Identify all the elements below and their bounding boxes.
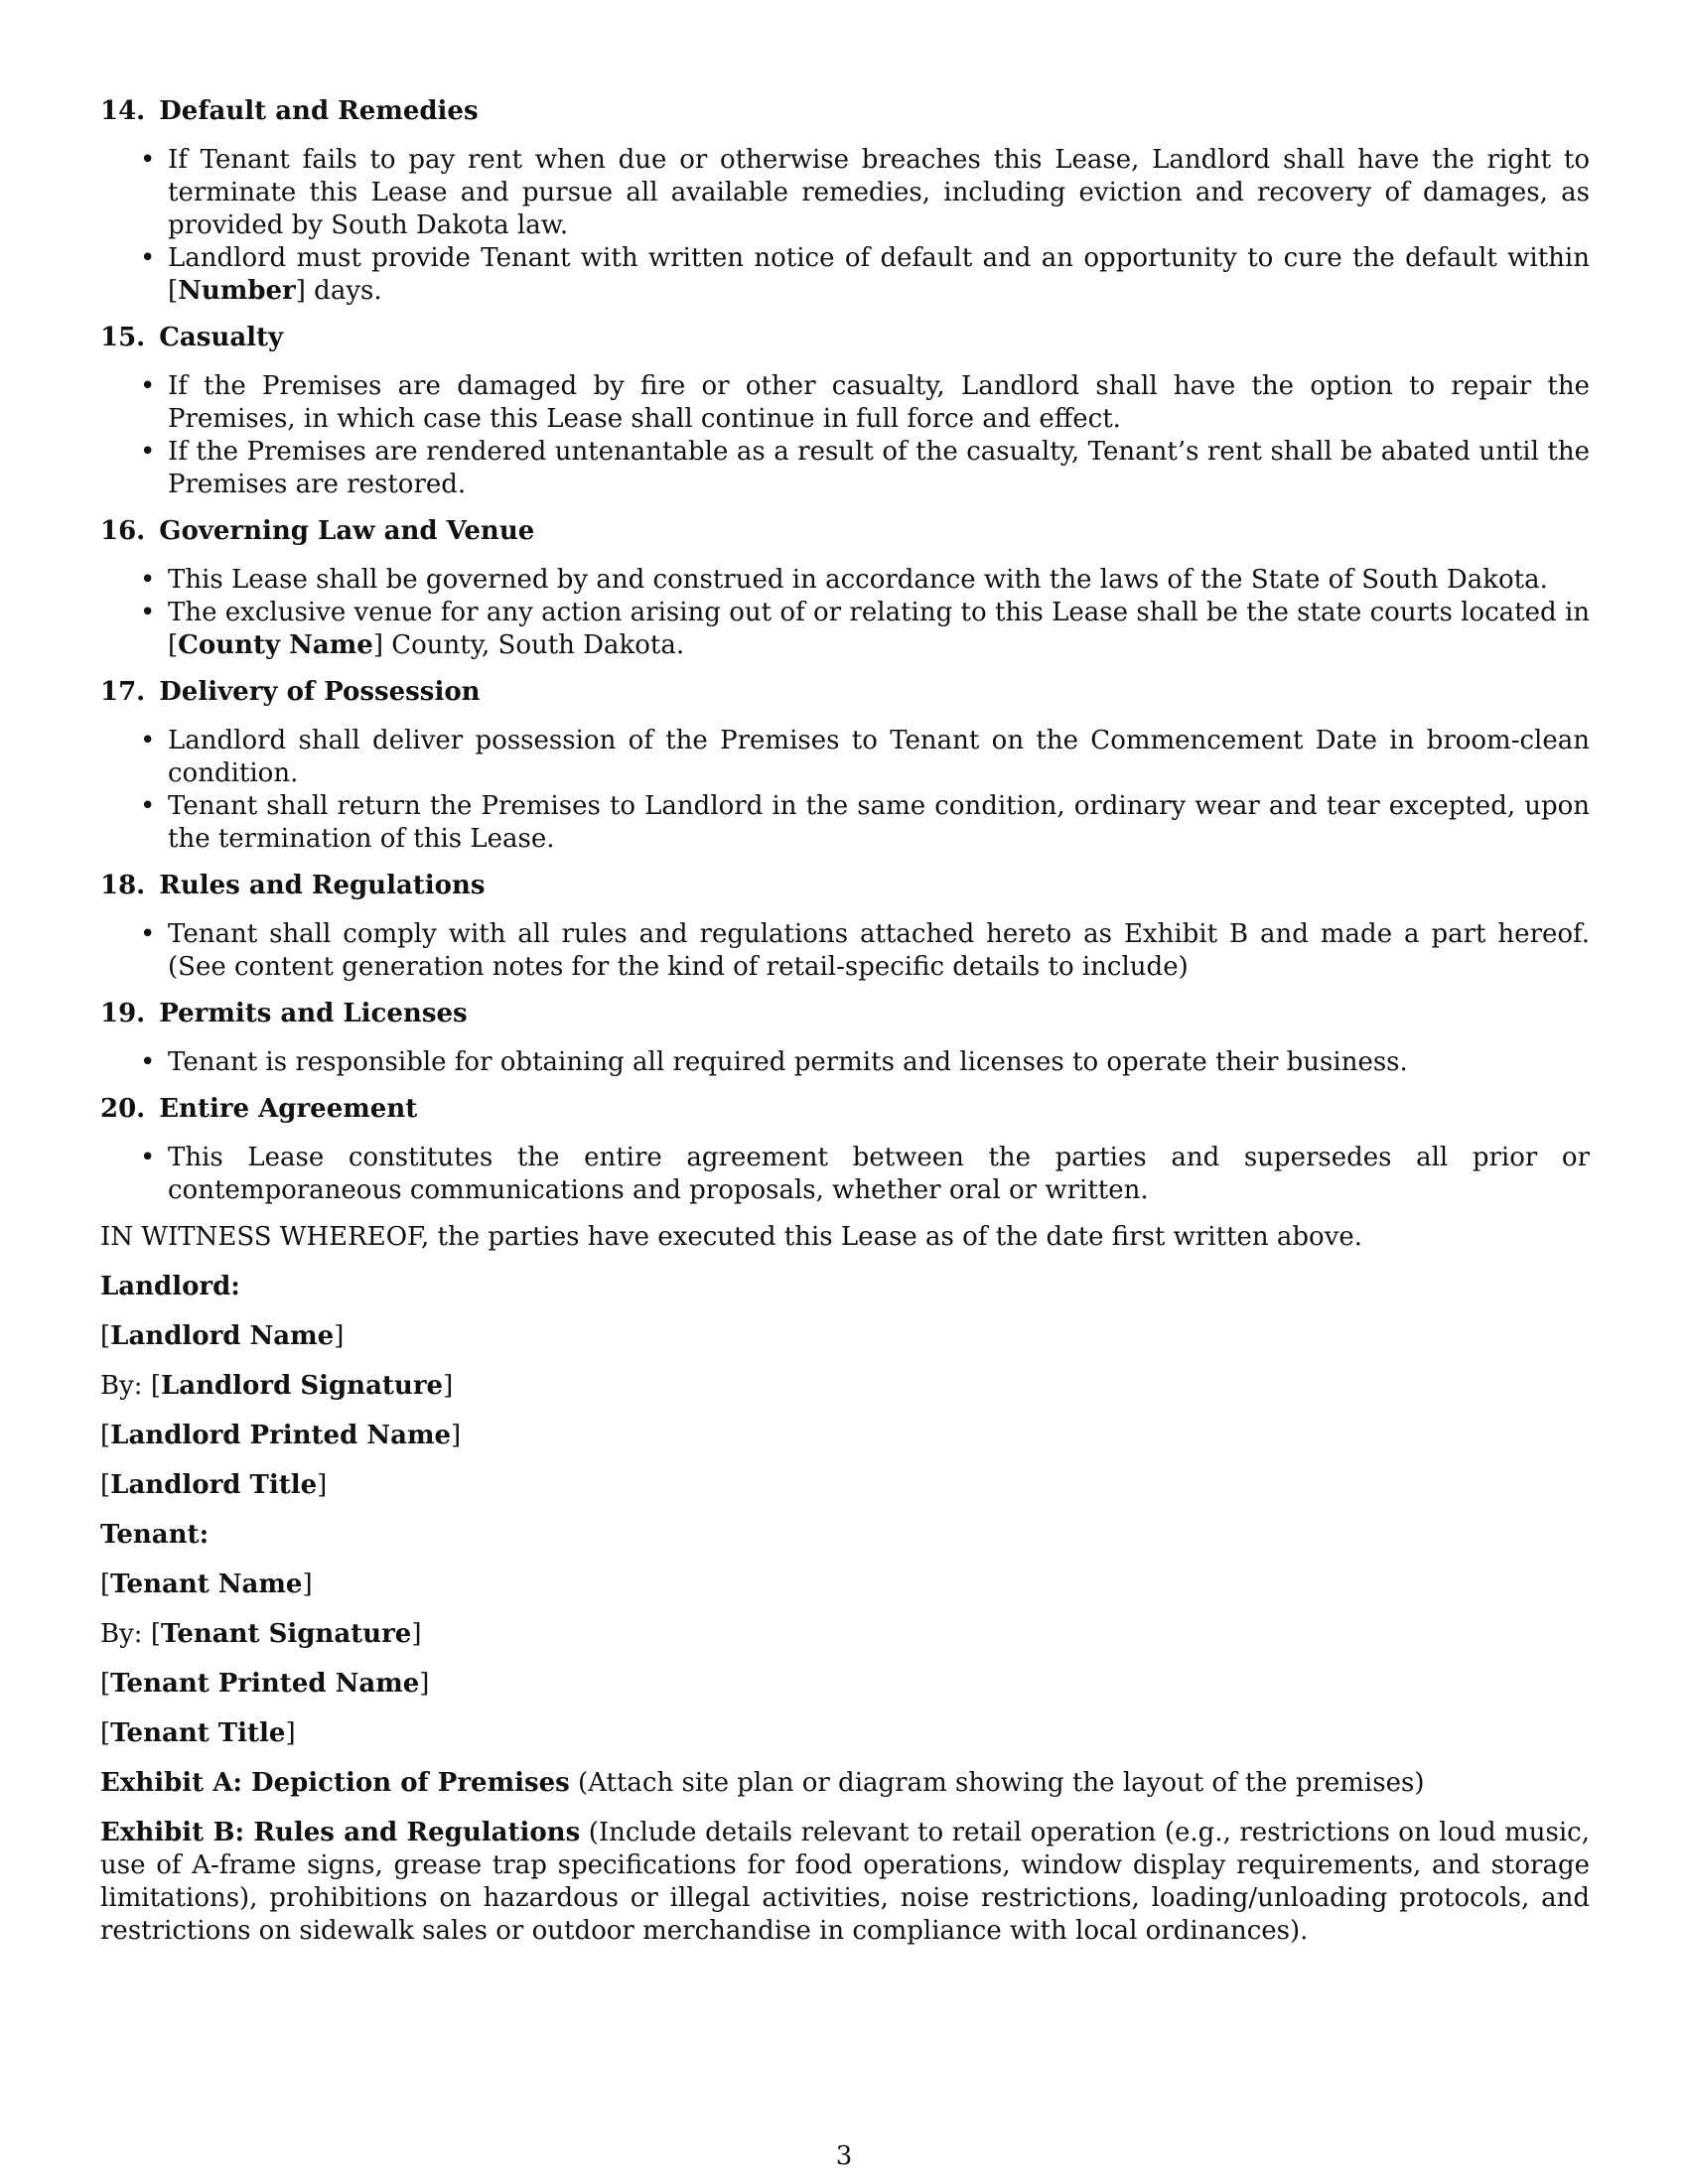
signature-line: [100, 1519, 1590, 1552]
bullet-icon: •: [140, 145, 156, 175]
text-run: (Include details relevant to retail operation (e.g., restrictions on loud music, use of A-frame signs, grease trap specifications for food operations, window display requirements, and storage limitations), prohibitions on hazardous or illegal activities, noise restrictions, loading/unloading protocols, and restrictions on sidewalk sales or outdoor merchandise in compliance with local ordinances).: [100, 1818, 1591, 1946]
section-title: Permits and Licenses: [159, 999, 468, 1028]
bullet-list: [100, 918, 1590, 984]
exhibits-block: [100, 1767, 1590, 1948]
bullet-icon: •: [140, 1143, 156, 1172]
signature-line: [100, 1569, 1590, 1601]
text-run: [: [100, 1669, 111, 1699]
text-run: This Lease shall be governed by and construed in accordance with the laws of the State of South Dakota.: [168, 565, 1548, 595]
bullet-icon: •: [140, 1047, 156, 1077]
text-run: The exclusive venue for any action arising out of or relating to this Lease shall be the state courts located in [: [168, 598, 1590, 660]
section-16: [100, 515, 1590, 662]
text-run: ]: [334, 1321, 345, 1351]
text-run: [: [100, 1321, 111, 1351]
signature-line: [100, 1320, 1590, 1353]
section-number: 18.: [100, 871, 146, 900]
section-number: 16.: [100, 516, 146, 546]
bullet-list: [100, 725, 1590, 856]
section-title: Rules and Regulations: [159, 871, 486, 900]
section-19: [100, 998, 1590, 1079]
text-run: (Attach site plan or diagram showing the layout of the premises): [569, 1768, 1425, 1798]
bullet-item: [100, 436, 1590, 501]
bold-text: Tenant Signature: [160, 1619, 412, 1649]
signature-line: [100, 1717, 1590, 1750]
text-run: Tenant is responsible for obtaining all required permits and licenses to operate their business.: [168, 1047, 1408, 1077]
text-run: By: [: [100, 1371, 161, 1401]
signature-line: [100, 1271, 1590, 1303]
bold-text: Landlord Name: [110, 1321, 335, 1351]
signature-line: [100, 1469, 1590, 1502]
section-heading: [100, 515, 1590, 548]
section-15: [100, 322, 1590, 501]
bullet-icon: •: [140, 371, 156, 401]
section-number: 20.: [100, 1094, 146, 1124]
bullet-item: [100, 242, 1590, 308]
bold-text: Tenant:: [100, 1520, 210, 1550]
bullet-item: [100, 1142, 1590, 1207]
bullet-item: [100, 1046, 1590, 1079]
text-run: [: [100, 1570, 111, 1599]
section-number: 15.: [100, 323, 146, 352]
text-run: ] days.: [295, 276, 382, 306]
text-run: If the Premises are damaged by fire or other casualty, Landlord shall have the option to repair the Premises, in which case this Lease shall continue in full force and effect.: [168, 371, 1590, 434]
bullet-item: [100, 370, 1590, 436]
text-run: This Lease constitutes the entire agreement between the parties and supersedes all prior or contemporaneous communications and proposals, whether oral or written.: [168, 1143, 1590, 1205]
bullet-item: [100, 597, 1590, 662]
bullet-list: [100, 370, 1590, 501]
exhibit-paragraph: [100, 1767, 1590, 1800]
text-run: ]: [285, 1718, 296, 1748]
section-18: [100, 870, 1590, 984]
text-run: ]: [317, 1470, 328, 1500]
bold-text: Tenant Printed Name: [110, 1669, 420, 1699]
text-run: Landlord shall deliver possession of the Premises to Tenant on the Commencement Date in broom-clean condition.: [168, 726, 1590, 788]
bold-text: Exhibit A: Depiction of Premises: [100, 1768, 570, 1798]
section-heading: [100, 998, 1590, 1030]
bullet-icon: •: [140, 919, 156, 949]
section-title: Default and Remedies: [159, 96, 479, 126]
text-run: ]: [419, 1669, 430, 1699]
text-run: [: [100, 1470, 111, 1500]
text-run: If the Premises are rendered untenantable as a result of the casualty, Tenant’s rent shall be abated until the Premises are restored.: [168, 437, 1590, 499]
text-run: [: [100, 1718, 111, 1748]
bold-text: Exhibit B: Rules and Regulations: [100, 1818, 581, 1847]
signature-block: [100, 1271, 1590, 1750]
bold-text: Tenant Title: [110, 1718, 286, 1748]
section-title: Delivery of Possession: [159, 677, 481, 707]
text-run: Tenant shall comply with all rules and regulations attached hereto as Exhibit B and made a part hereof. (See content generation notes for the kind of retail-specific details to include): [168, 919, 1590, 982]
bullet-list: [100, 1142, 1590, 1207]
bullet-icon: •: [140, 791, 156, 821]
bullet-icon: •: [140, 243, 156, 273]
bullet-icon: •: [140, 565, 156, 595]
bold-text: Landlord:: [100, 1272, 240, 1301]
text-run: Tenant shall return the Premises to Landlord in the same condition, ordinary wear and tear excepted, upon the termination of this Lease.: [168, 791, 1590, 854]
page-number: 3: [835, 2141, 853, 2171]
section-heading: [100, 676, 1590, 709]
text-run: [: [100, 1421, 111, 1450]
section-heading: [100, 1093, 1590, 1126]
exhibit-paragraph: [100, 1817, 1590, 1948]
signature-line: [100, 1618, 1590, 1651]
bullet-icon: •: [140, 726, 156, 755]
section-number: 17.: [100, 677, 146, 707]
bullet-list: [100, 1046, 1590, 1079]
text-run: ]: [443, 1371, 454, 1401]
section-heading: [100, 95, 1590, 128]
lease-sections: [100, 95, 1590, 1207]
text-run: By: [: [100, 1619, 161, 1649]
bullet-item: [100, 564, 1590, 597]
section-number: 14.: [100, 96, 146, 126]
section-title: Entire Agreement: [159, 1094, 418, 1124]
bullet-item: [100, 918, 1590, 984]
section-heading: [100, 870, 1590, 902]
bold-text: Landlord Printed Name: [110, 1421, 451, 1450]
section-title: Casualty: [159, 323, 284, 352]
bullet-icon: •: [140, 437, 156, 467]
witness-statement: IN WITNESS WHEREOF, the parties have executed this Lease as of the date first written above.: [100, 1222, 1363, 1252]
signature-line: [100, 1420, 1590, 1452]
bold-text: County Name: [178, 630, 373, 660]
text-run: ]: [451, 1421, 462, 1450]
bold-text: Landlord Signature: [160, 1371, 444, 1401]
bullet-item: [100, 725, 1590, 790]
section-number: 19.: [100, 999, 146, 1028]
signature-line: [100, 1370, 1590, 1403]
section-heading: [100, 322, 1590, 354]
section-20: [100, 1093, 1590, 1207]
text-run: ] County, South Dakota.: [372, 630, 685, 660]
bullet-icon: •: [140, 598, 156, 627]
bullet-list: [100, 564, 1590, 662]
bullet-list: [100, 144, 1590, 308]
bold-text: Landlord Title: [110, 1470, 318, 1500]
text-run: ]: [411, 1619, 422, 1649]
section-14: [100, 95, 1590, 308]
signature-line: [100, 1668, 1590, 1701]
bold-text: Tenant Name: [110, 1570, 303, 1599]
text-run: If Tenant fails to pay rent when due or otherwise breaches this Lease, Landlord shall have the right to terminate this Lease and pursue all available remedies, including eviction and recovery of damages, as provided by South Dakota law.: [168, 145, 1590, 240]
bold-text: Number: [178, 276, 296, 306]
text-run: ]: [302, 1570, 313, 1599]
bullet-item: [100, 144, 1590, 242]
bullet-item: [100, 790, 1590, 856]
document-page: [100, 95, 1590, 1965]
section-17: [100, 676, 1590, 856]
text-run: Landlord must provide Tenant with written notice of default and an opportunity to cure the default within [: [168, 243, 1590, 306]
section-title: Governing Law and Venue: [159, 516, 535, 546]
